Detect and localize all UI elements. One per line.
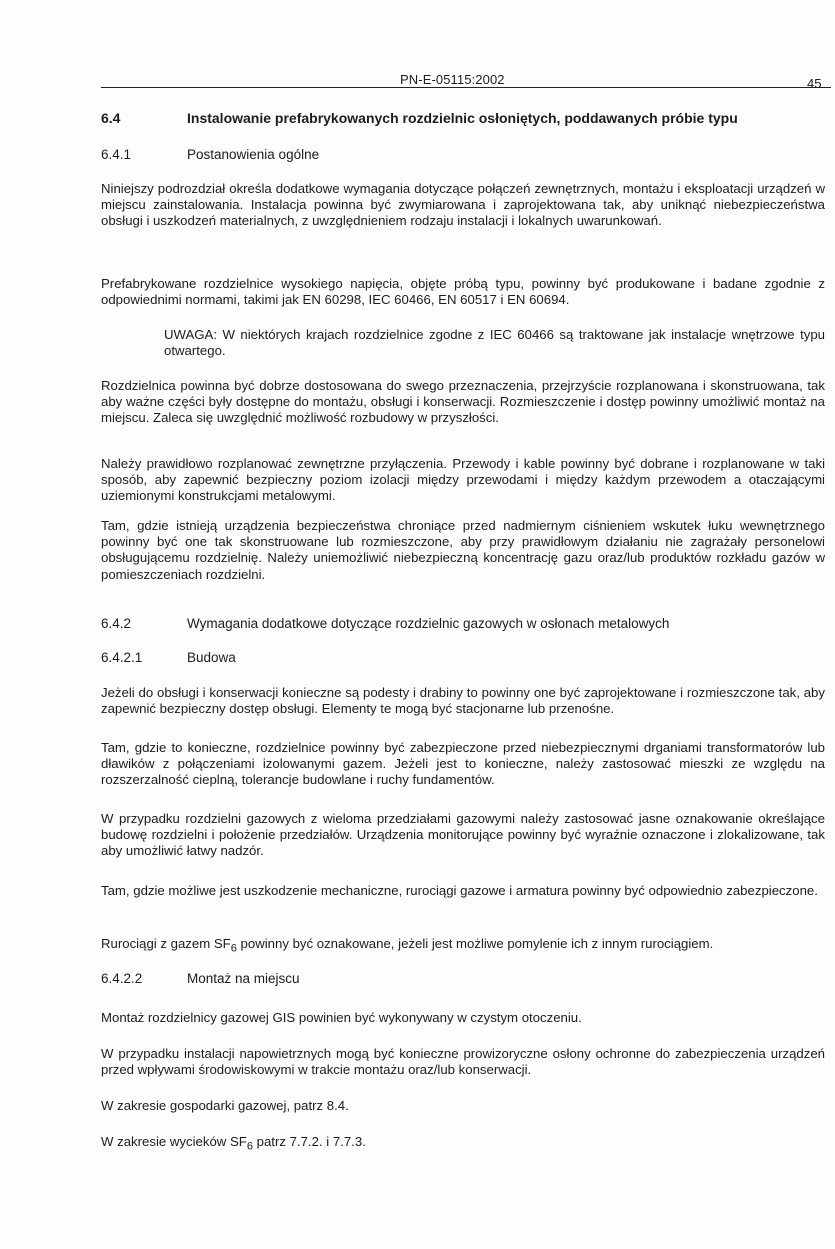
section-title: Postanowienia ogólne: [187, 147, 320, 162]
section-title: Montaż na miejscu: [187, 971, 300, 986]
section-number: 6.4.1: [101, 147, 132, 162]
paragraph-sf6-pipelines: [101, 936, 825, 957]
paragraph: Tam, gdzie to konieczne, rozdzielnice powinny być zabezpieczone przed niebezpiecznymi drganiami transformatorów lub dławików z połączeniami izolowanymi gazem. Jeżeli jest to konieczne, należy zastosować mieszki ze względu na rozszerzalność cieplną, tolerancje budowlane i ruchy fundamentów.: [101, 740, 825, 788]
text-part: Rurociągi z gazem SF: [101, 936, 231, 951]
section-number: 6.4.2.1: [101, 650, 143, 665]
paragraph: Jeżeli do obsługi i konserwacji konieczne są podesty i drabiny to powinny one być zaprojektowane i rozmieszczone tak, aby zapewnić bezpieczny dostęp obsługi. Elementy te mogą być stacjonarne lub przenośne.: [101, 685, 825, 717]
paragraph: W przypadku instalacji napowietrznych mogą być konieczne prowizoryczne osłony ochronne do zabezpieczenia urządzeń przed wpływami środowiskowymi w trakcie montażu oraz/lub konserwacji.: [101, 1046, 825, 1078]
section-number: 6.4: [101, 110, 121, 126]
paragraph: Tam, gdzie istnieją urządzenia bezpieczeństwa chroniące przed nadmiernym ciśnieniem wskutek łuku wewnętrznego powinny być one tak skonstruowane lub rozmieszczone, aby przy prawidłowym działaniu nie zagrażały personelowi obsługującemu rozdzielnię. Należy uniemożliwić niebezpieczną koncentrację gazu oraz/lub produktów rozkładu gazów w pomieszczeniach rozdzielni.: [101, 518, 825, 582]
text-part: powinny być oznakowane, jeżeli jest możliwe pomylenie ich z innym rurociągiem.: [236, 936, 714, 951]
section-number: 6.4.2.2: [101, 971, 143, 986]
document-id: PN-E-05115:2002: [400, 72, 505, 87]
page-number: 45: [807, 76, 822, 91]
paragraph: Niniejszy podrozdział określa dodatkowe wymagania dotyczące połączeń zewnętrznych, montażu i eksploatacji urządzeń w miejscu zainstalowania. Instalacja powinna być zwymiarowana i zaprojektowana tak, aby uniknąć niebezpieczeństwa obsługi i uszkodzeń materialnych, z uwzględnieniem rodzaju instalacji i lokalnych uwarunkowań.: [101, 181, 825, 229]
paragraph: Rozdzielnica powinna być dobrze dostosowana do swego przeznaczenia, przejrzyście rozplanowana i skonstruowana, tak aby ważne części były dostępne do montażu, obsługi i konserwacji. Rozmieszczenie i dostęp powinny umożliwić montaż na miejscu. Zaleca się uwzględnić możliwość rozbudowy w przyszłości.: [101, 378, 825, 426]
text-part: patrz 7.7.2. i 7.7.3.: [252, 1134, 366, 1149]
paragraph: Należy prawidłowo rozplanować zewnętrzne przyłączenia. Przewody i kable powinny być dobrane i rozplanowane w taki sposób, aby zapewnić bezpieczny poziom izolacji między przewodami i między każdym przewodem a otaczającymi uziemionymi konstrukcjami metalowymi.: [101, 456, 825, 504]
section-title: Wymagania dodatkowe dotyczące rozdzielnic gazowych w osłonach metalowych: [187, 616, 670, 631]
paragraph: W zakresie gospodarki gazowej, patrz 8.4.: [101, 1098, 349, 1113]
note: UWAGA: W niektórych krajach rozdzielnice zgodne z IEC 60466 są traktowane jak instalacje wnętrzowe typu otwartego.: [164, 327, 825, 359]
section-number: 6.4.2: [101, 616, 132, 631]
subscript: 6: [246, 1140, 253, 1153]
paragraph: Tam, gdzie możliwe jest uszkodzenie mechaniczne, rurociągi gazowe i armatura powinny być odpowiednio zabezpieczone.: [101, 883, 818, 898]
header-rule: [101, 87, 831, 88]
text-part: W zakresie wycieków SF: [101, 1134, 247, 1149]
paragraph: Montaż rozdzielnicy gazowej GIS powinien być wykonywany w czystym otoczeniu.: [101, 1010, 582, 1025]
section-title: Instalowanie prefabrykowanych rozdzielnic osłoniętych, poddawanych próbie typu: [187, 110, 738, 126]
paragraph: Prefabrykowane rozdzielnice wysokiego napięcia, objęte próbą typu, powinny być produkowane i badane zgodnie z odpowiednimi normami, takimi jak EN 60298, IEC 60466, EN 60517 i EN 60694.: [101, 276, 825, 308]
paragraph: W przypadku rozdzielni gazowych z wieloma przedziałami gazowymi należy zastosować jasne oznakowanie określające budowę rozdzielni i położenie przedziałów. Urządzenia monitorujące powinny być wyraźnie oznaczone i zlokalizowane, tak aby umożliwić łatwy nadzór.: [101, 811, 825, 859]
section-title: Budowa: [187, 650, 236, 665]
paragraph-sf6-leaks: [101, 1134, 825, 1155]
subscript: 6: [230, 942, 237, 955]
